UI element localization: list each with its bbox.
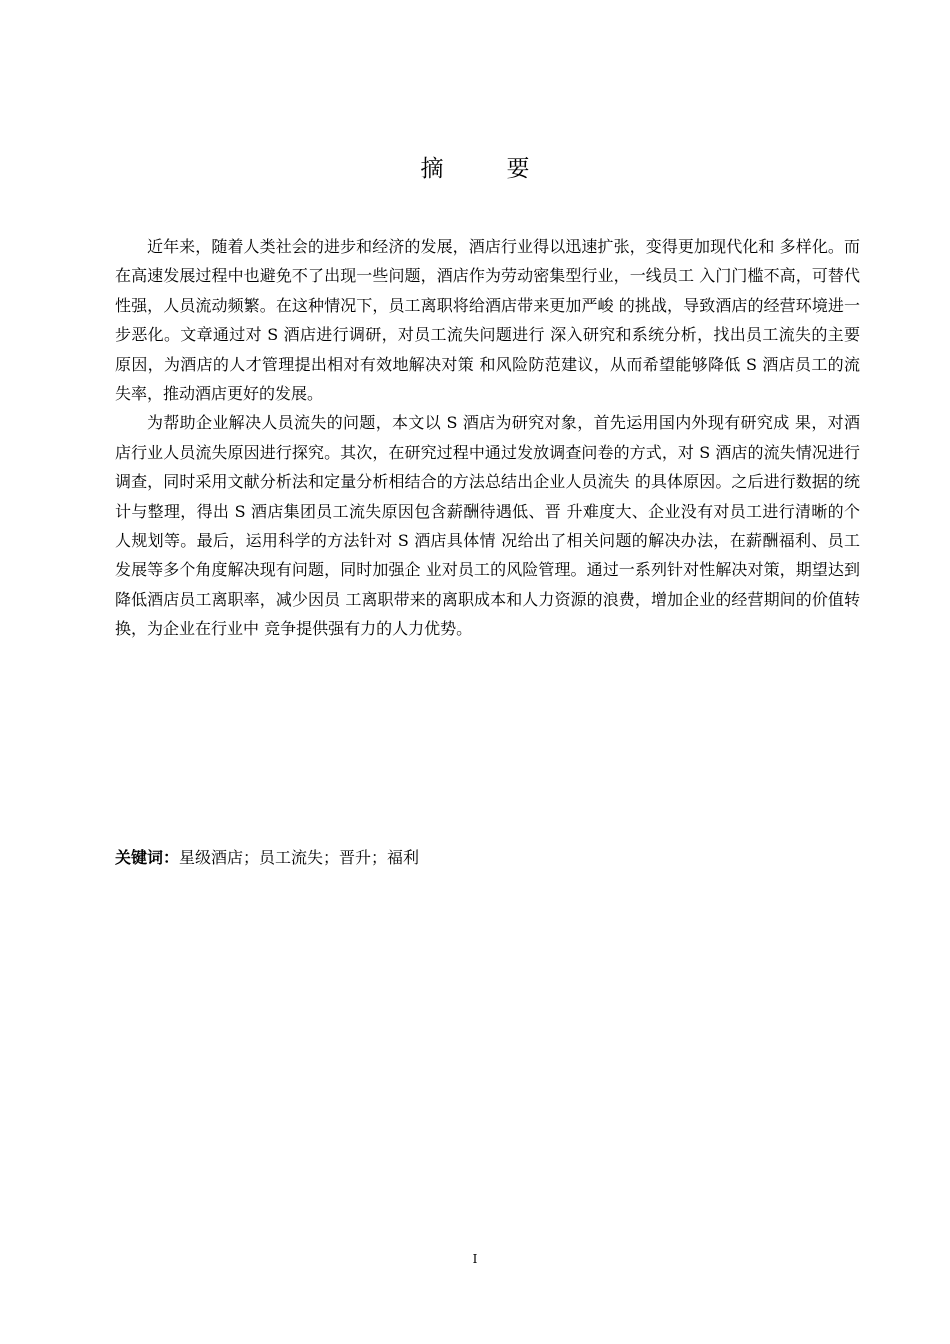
keywords: [115, 845, 860, 871]
keywords-label: 关键词：: [115, 848, 180, 867]
abstract-paragraph-1: 近年来，随着人类社会的进步和经济的发展，酒店行业得以迅速扩张，变得更加现代化和 多样化。而在高速发展过程中也避免不了出现一些问题，酒店作为劳动密集型行业，一线员工 入门门槛不高，可替代性强，人员流动频繁。在这种情况下，员工离职将给酒店带来更加严峻 的挑战，导致酒店的经营环境进一步恶化。文章通过对 S 酒店进行调研，对员工流失问题进行 深入研究和系统分析，找出员工流失的主要原因，为酒店的人才管理提出相对有效地解决对策 和风险防范建议，从而希望能够降低 S 酒店员工的流失率，推动酒店更好的发展。: [115, 237, 860, 404]
page-title: 摘 要: [420, 156, 550, 182]
keywords-value: 星级酒店；员工流失；晋升；福利: [179, 848, 420, 867]
abstract-paragraph-2: 为帮助企业解决人员流失的问题，本文以 S 酒店为研究对象，首先运用国内外现有研究成 果，对酒店行业人员流失原因进行探究。其次，在研究过程中通过发放调查问卷的方式，对 S 酒店的流失情况进行调查，同时采用文献分析法和定量分析相结合的方法总结出企业人员流失 的具体原因。之后进行数据的统计与整理，得出 S 酒店集团员工流失原因包含薪酬待遇低、晋 升难度大、企业没有对员工进行清晰的个人规划等。最后，运用科学的方法针对 S 酒店具体情 况给出了相关问题的解决办法，在薪酬福利、员工发展等多个角度解决现有问题，同时加强企 业对员工的风险管理。通过一系列针对性解决对策，期望达到降低酒店员工离职率，减少因员 工离职带来的离职成本和人力资源的浪费，增加企业的经营期间的价值转换，为企业在行业中 竞争提供强有力的人力优势。: [115, 413, 860, 639]
abstract-body: [115, 232, 860, 644]
page-number: I: [472, 1252, 478, 1266]
